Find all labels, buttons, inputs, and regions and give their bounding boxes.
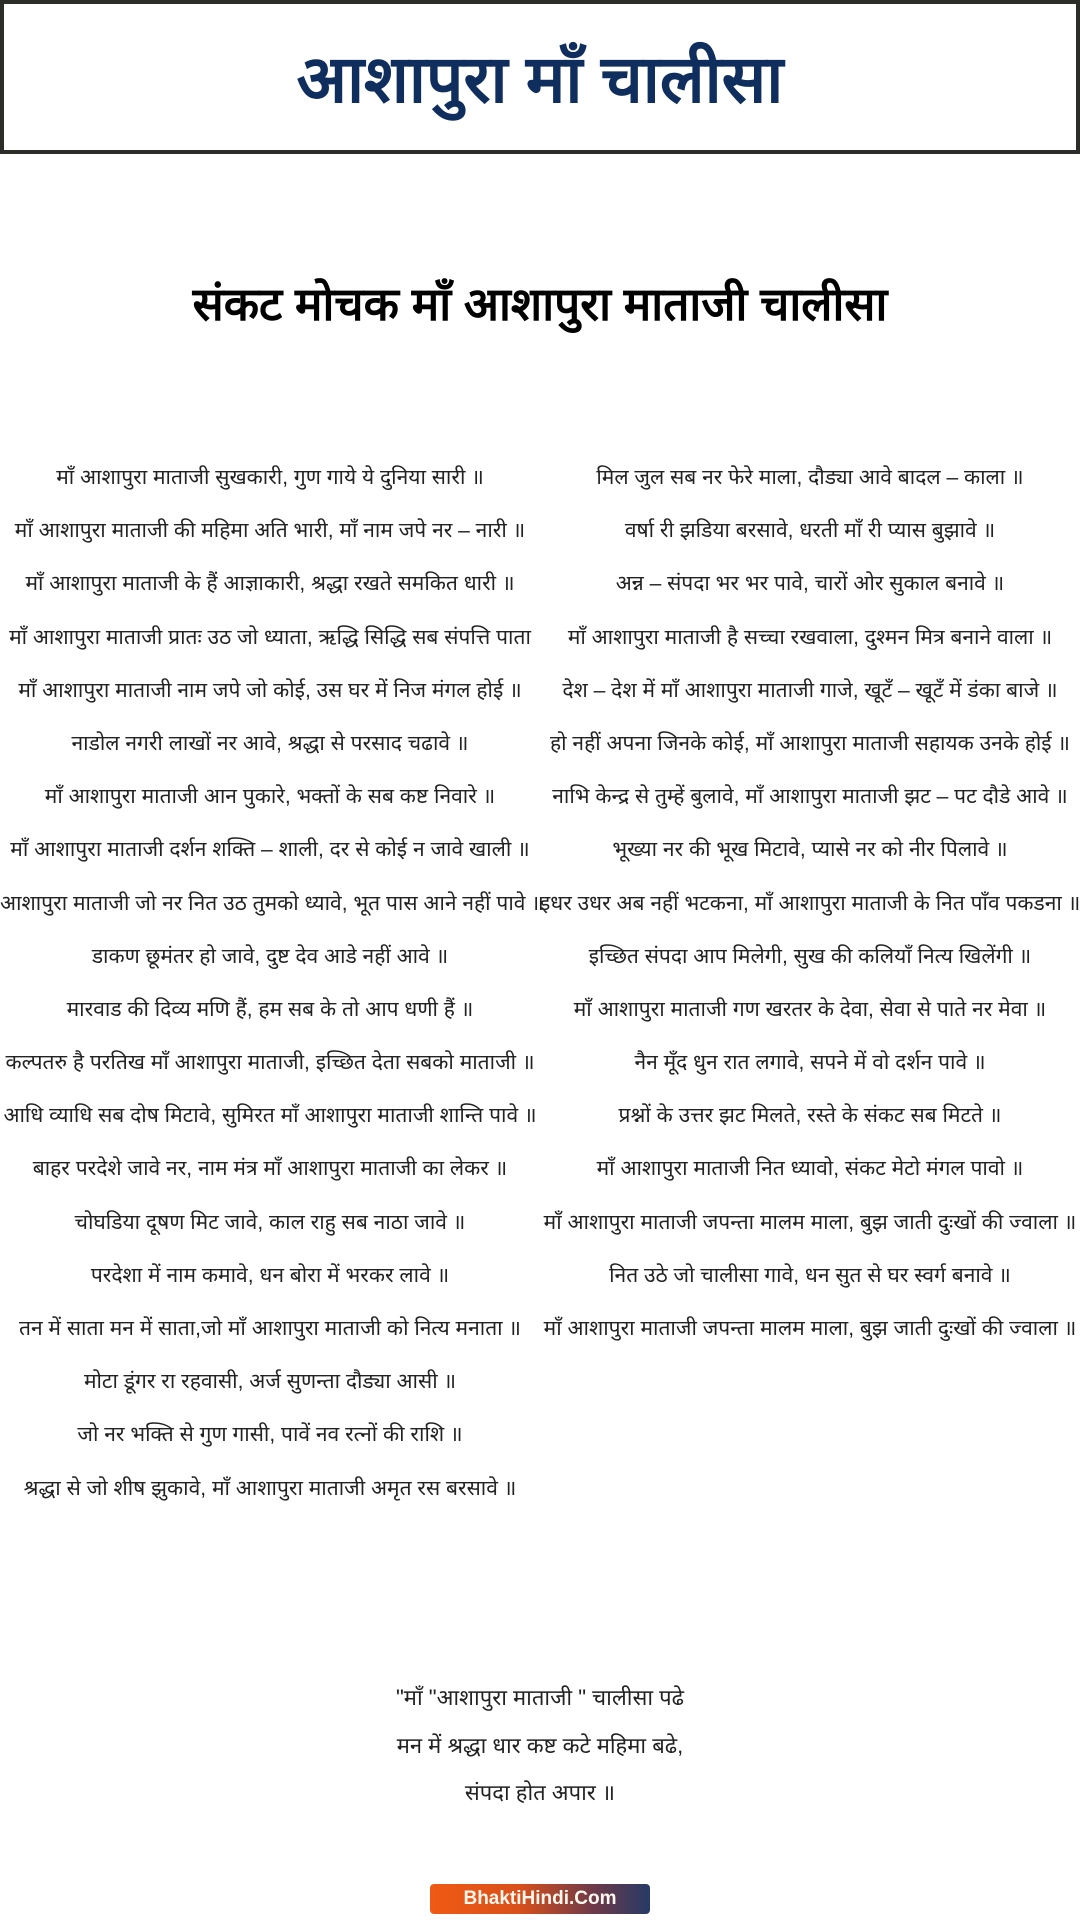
verse-line: माँ आशापुरा माताजी सुखकारी, गुण गाये ये दुनिया सारी ॥ (56, 466, 484, 489)
verse-line: माँ आशापुरा माताजी जपन्ता मालम माला, बुझ जाती दुःखों की ज्वाला ॥ (543, 1317, 1077, 1340)
bhaktihindi-logo[interactable] (430, 1884, 650, 1914)
logo-text: BhaktiHindi.Com (463, 1888, 617, 1909)
verse-line: आधि व्याधि सब दोष मिटावे, सुमिरत माँ आशापुरा माताजी शान्ति पावे ॥ (3, 1104, 537, 1128)
verse-line: माँ आशापुरा माताजी जपन्ता मालम माला, बुझ जाती दुःखों की ज्वाला ॥ (543, 1210, 1077, 1234)
verse-line: मारवाड की दिव्य मणि हैं, हम सब के तो आप धणी हैं ॥ (66, 997, 474, 1021)
verse-line: माँ आशापुरा माताजी गण खरतर के देवा, सेवा से पाते नर मेवा ॥ (573, 997, 1047, 1021)
verse-line: माँ आशापुरा माताजी प्रातः उठ जो ध्याता, ऋद्धि सिद्धि सब संपत्ति पाता (9, 625, 531, 649)
verse-line: आशापुरा माताजी जो नर नित उठ तुमको ध्यावे, भूत पास आने नहीं पावे ॥ (0, 891, 544, 915)
verse-line: भूख्या नर की भूख मिटावे, प्यासे नर को नीर पिलावे ॥ (612, 838, 1008, 862)
verse-line: माँ आशापुरा माताजी दर्शन शक्ति – शाली, दर से कोई न जावे खाली ॥ (10, 838, 530, 862)
verse-line: नित उठे जो चालीसा गावे, धन सुत से घर स्वर्ग बनावे ॥ (609, 1263, 1011, 1287)
verses-right-column (540, 456, 1080, 1360)
verse-line: जो नर भक्ति से गुण गासी, पावें नव रत्नों की राशि ॥ (77, 1423, 463, 1447)
verse-line: डाकण छूमंतर हो जावे, दुष्ट देव आडे नहीं आवे ॥ (91, 944, 449, 968)
verse-line: माँ आशापुरा माताजी है सच्चा रखवाला, दुश्मन मित्र बनाने वाला ॥ (567, 625, 1053, 649)
verse-line: मिल जुल सब नर फेरे माला, दौड्या आवे बादल – काला ॥ (596, 466, 1024, 489)
verse-line: बाहर परदेशे जावे नर, नाम मंत्र माँ आशापुरा माताजी का लेकर ॥ (32, 1157, 508, 1181)
page-header (0, 0, 1080, 154)
verse-line: देश – देश में माँ आशापुरा माताजी गाजे, खूटँ – खूटँ में डंका बाजे ॥ (562, 678, 1058, 702)
verse-line: श्रद्धा से जो शीष झुकावे, माँ आशापुरा माताजी अमृत रस बरसावे ॥ (23, 1476, 517, 1500)
verse-line: माँ आशापुरा माताजी के हैं आज्ञाकारी, श्रद्धा रखते समकित धारी ॥ (25, 572, 515, 596)
verse-line: चोघडिया दूषण मिट जावे, काल राहु सब नाठा जावे ॥ (74, 1210, 466, 1234)
verse-line: तन में साता मन में साता,जो माँ आशापुरा माताजी को नित्य मनाता ॥ (18, 1317, 522, 1340)
verse-line: माँ आशापुरा माताजी की महिमा अति भारी, माँ नाम जपे नर – नारी ॥ (14, 519, 526, 543)
verse-line: इच्छित संपदा आप मिलेगी, सुख की कलियाँ नित्य खिलेंगी ॥ (588, 944, 1032, 968)
verse-line: मोटा डूंगर रा रहवासी, अर्ज सुणन्ता दौड्या आसी ॥ (83, 1370, 457, 1394)
verse-line: नैन मूँद धुन रात लगावे, सपने में वो दर्शन पावे ॥ (634, 1051, 986, 1075)
closing-line: "माँ "आशापुरा माताजी " चालीसा पढे (395, 1685, 685, 1710)
closing-line: संपदा होत अपार ॥ (464, 1780, 616, 1805)
chalisa-subtitle: संकट मोचक माँ आशापुरा माताजी चालीसा (192, 278, 888, 330)
verse-line: कल्पतरु है परतिख माँ आशापुरा माताजी, इच्छित देता सबको माताजी ॥ (5, 1051, 535, 1075)
verse-line: अन्न – संपदा भर भर पावे, चारों ओर सुकाल बनावे ॥ (615, 572, 1005, 596)
closing-line: मन में श्रद्धा धार कष्ट कटे महिमा बढे, (396, 1732, 684, 1758)
verse-line: माँ आशापुरा माताजी नित ध्यावो, संकट मेटो मंगल पावो ॥ (596, 1157, 1024, 1181)
verse-line: हो नहीं अपना जिनके कोई, माँ आशापुरा माताजी सहायक उनके होई ॥ (549, 731, 1071, 755)
verse-line: वर्षा री झडिया बरसावे, धरती माँ री प्यास बुझावे ॥ (624, 519, 996, 543)
verse-line: प्रश्नों के उत्तर झट मिलते, रस्ते के संकट सब मिटते ॥ (618, 1104, 1002, 1128)
closing-doha (0, 1676, 1080, 1819)
verse-line: परदेशा में नाम कमावे, धन बोरा में भरकर लावे ॥ (90, 1263, 450, 1287)
verse-line: नाभि केन्द्र से तुम्हें बुलावे, माँ आशापुरा माताजी झट – पट दौडे आवे ॥ (552, 785, 1068, 809)
verse-line: माँ आशापुरा माताजी नाम जपे जो कोई, उस घर में निज मंगल होई ॥ (18, 678, 522, 702)
verse-line: नाडोल नगरी लाखों नर आवे, श्रद्धा से परसाद चढावे ॥ (71, 731, 469, 755)
verse-line: माँ आशापुरा माताजी आन पुकारे, भक्तों के सब कष्ट निवारे ॥ (44, 785, 496, 809)
verses-left-column (0, 456, 544, 1520)
page-title: आशापुरा माँ चालीसा (296, 42, 784, 116)
verse-line: इधर उधर अब नहीं भटकना, माँ आशापुरा माताजी के नित पाँव पकडना ॥ (540, 891, 1080, 915)
